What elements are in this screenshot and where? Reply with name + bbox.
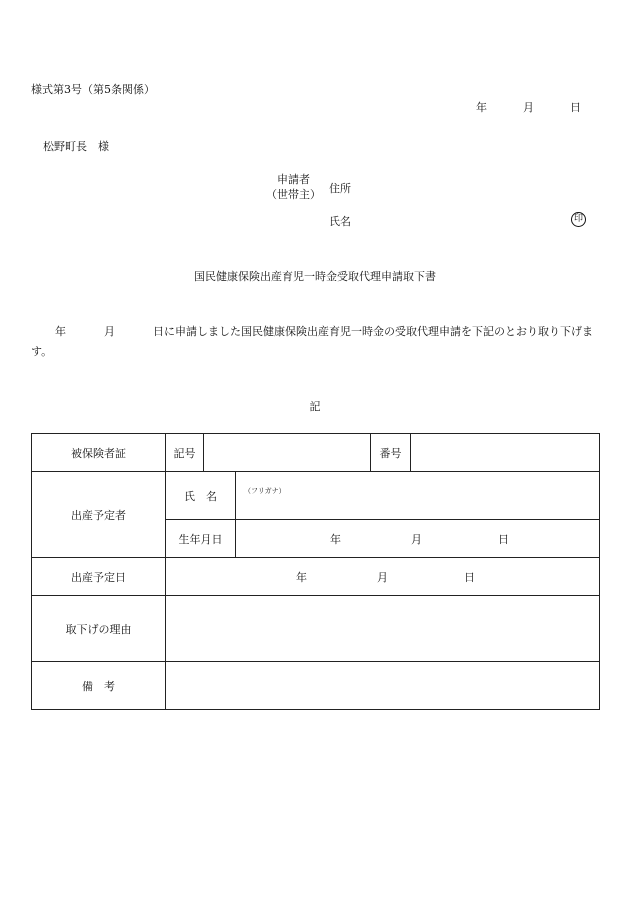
number-field[interactable] xyxy=(411,434,600,472)
form-number: 様式第3号（第5条関係） xyxy=(31,83,155,96)
number-label: 番号 xyxy=(371,434,411,472)
due-date-label: 出産予定日 xyxy=(32,558,166,596)
due-year-label: 年 xyxy=(296,570,307,584)
birth-day-label: 日 xyxy=(498,532,509,546)
table-row xyxy=(32,434,600,472)
remarks-field[interactable] xyxy=(166,662,600,710)
ki-label: 記 xyxy=(309,400,321,413)
document-title: 国民健康保険出産育児一時金受取代理申請取下書 xyxy=(194,270,436,283)
symbol-label: 記号 xyxy=(166,434,204,472)
date-month-label: 月 xyxy=(523,101,534,114)
birthdate-field[interactable] xyxy=(236,520,600,558)
birth-month-label: 月 xyxy=(411,532,422,546)
body-month: 月 xyxy=(104,325,115,338)
reason-field[interactable] xyxy=(166,596,600,662)
applicant-label xyxy=(266,172,321,202)
reason-label: 取下げの理由 xyxy=(32,596,166,662)
applicant-label-line1: 申請者 xyxy=(277,173,310,186)
application-table xyxy=(31,433,600,710)
date-day-label: 日 xyxy=(570,101,581,114)
body-text xyxy=(31,322,596,362)
table-row xyxy=(32,596,600,662)
due-month-label: 月 xyxy=(377,570,388,584)
date-year-label: 年 xyxy=(476,101,487,114)
address-label: 住所 xyxy=(329,182,351,195)
name-cell-label: 氏 名 xyxy=(166,472,236,520)
body-sentence: 日に申請しました国民健康保険出産育児一時金の受取代理申請を下記のとおり取り下げます。 xyxy=(31,325,593,358)
birth-year-label: 年 xyxy=(330,532,341,546)
seal-mark: 印 xyxy=(571,212,586,227)
table-row xyxy=(32,662,600,710)
expectant-name-field[interactable] xyxy=(236,472,600,520)
table-row xyxy=(32,558,600,596)
applicant-label-line2: （世帯主） xyxy=(266,188,321,201)
addressee: 松野町長 様 xyxy=(43,140,109,153)
birthdate-label: 生年月日 xyxy=(166,520,236,558)
furigana-label: （フリガナ） xyxy=(244,486,286,495)
remarks-label: 備 考 xyxy=(32,662,166,710)
expectant-label: 出産予定者 xyxy=(32,472,166,558)
table-row xyxy=(32,472,600,520)
name-label: 氏名 xyxy=(329,215,351,228)
body-year: 年 xyxy=(55,325,66,338)
insurance-card-label: 被保険者証 xyxy=(32,434,166,472)
due-day-label: 日 xyxy=(464,570,475,584)
symbol-field[interactable] xyxy=(204,434,371,472)
due-date-field[interactable] xyxy=(166,558,600,596)
